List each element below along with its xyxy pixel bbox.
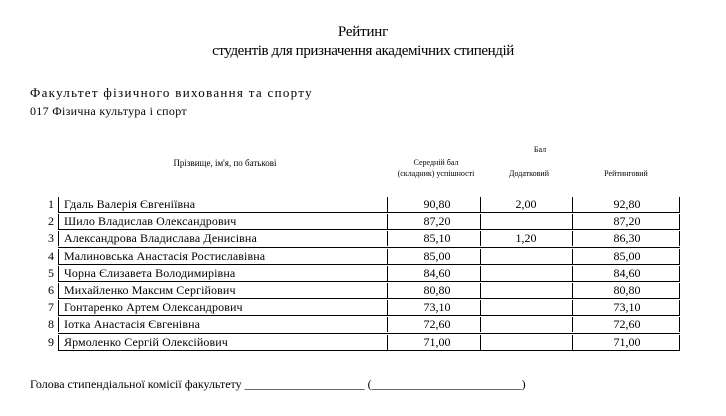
column-divider	[572, 214, 573, 229]
student-name: Гдаль Валерія Євгеніївна	[64, 197, 196, 211]
faculty-name: Факультет фізичного виховання та спорту	[30, 85, 313, 100]
row-number: 2	[48, 214, 54, 229]
column-divider	[480, 214, 481, 229]
column-divider	[679, 266, 680, 281]
row-number: 1	[48, 197, 54, 211]
column-divider	[387, 283, 388, 298]
column-divider	[387, 214, 388, 229]
average-score: 71,00	[423, 334, 451, 349]
column-divider	[679, 335, 680, 350]
additional-score: 1,20	[515, 231, 537, 246]
rating-score: 85,00	[613, 248, 641, 263]
column-divider	[58, 300, 59, 315]
student-name: Шило Владислав Олександрович	[64, 214, 237, 229]
table-row	[28, 248, 688, 265]
column-divider	[572, 317, 573, 332]
average-score: 80,80	[423, 282, 451, 297]
average-score: 84,60	[423, 265, 451, 280]
additional-score	[482, 282, 570, 299]
column-divider	[679, 317, 680, 332]
column-divider	[572, 300, 573, 315]
row-underline	[58, 350, 680, 351]
additional-score	[482, 265, 570, 282]
rating-score: 73,10	[613, 300, 641, 315]
column-divider	[58, 335, 59, 350]
student-name: Ярмоленко Сергій Олексійович	[64, 334, 228, 349]
average-score: 85,10	[423, 231, 451, 246]
average-score: 87,20	[423, 214, 451, 229]
column-divider	[387, 317, 388, 332]
average-score: 72,60	[423, 317, 451, 332]
student-name: Іотка Анастасія Євгенівна	[64, 317, 201, 332]
column-divider	[387, 231, 388, 246]
column-divider	[387, 249, 388, 264]
column-divider	[58, 283, 59, 298]
column-divider	[480, 266, 481, 281]
student-name: Гонтаренко Артем Олександрович	[64, 300, 243, 315]
table-row	[28, 334, 688, 351]
average-score: 85,00	[423, 248, 451, 263]
additional-score	[482, 316, 570, 333]
additional-score: 2,00	[515, 197, 537, 211]
specialty-name: 017 Фізична культура і спорт	[30, 104, 187, 118]
table-row	[28, 265, 688, 282]
column-divider	[480, 197, 481, 212]
rating-score: 84,60	[613, 265, 641, 280]
column-divider	[480, 283, 481, 298]
column-divider	[572, 197, 573, 212]
average-score: 90,80	[423, 197, 451, 211]
rating-table	[28, 196, 688, 351]
row-number: 9	[48, 334, 54, 349]
table-row	[28, 213, 688, 230]
additional-score	[482, 248, 570, 265]
student-name: Александрова Владислава Денисівна	[64, 231, 257, 246]
student-name: Михайленко Максим Сергійович	[64, 282, 236, 297]
table-row	[28, 299, 688, 316]
column-divider	[58, 317, 59, 332]
column-divider	[572, 231, 573, 246]
column-divider	[480, 317, 481, 332]
student-name: Чорна Єлизавета Володимирівна	[64, 265, 236, 280]
header-bal: Бал	[533, 145, 547, 154]
column-divider	[58, 197, 59, 212]
column-divider	[679, 214, 680, 229]
column-divider	[480, 300, 481, 315]
row-number: 7	[48, 300, 54, 315]
column-divider	[572, 283, 573, 298]
row-number: 5	[48, 265, 54, 280]
average-score: 73,10	[423, 300, 451, 315]
column-divider	[480, 231, 481, 246]
table-row	[28, 230, 688, 247]
column-divider	[572, 249, 573, 264]
row-number: 8	[48, 317, 54, 332]
table-row	[28, 196, 688, 213]
row-number: 6	[48, 282, 54, 297]
column-divider	[679, 300, 680, 315]
column-divider	[387, 335, 388, 350]
column-divider	[387, 197, 388, 212]
rating-score: 92,80	[613, 197, 641, 211]
column-divider	[679, 197, 680, 212]
rating-score: 86,30	[613, 231, 641, 246]
footer-signature-line: Голова стипендіальної комісії факультету ____________________ (_________________________)	[30, 377, 526, 391]
header-average: Середній бал (складник) успішності	[397, 158, 475, 178]
column-divider	[480, 335, 481, 350]
header-name: Прізвище, ім'я, по батькові	[173, 158, 277, 168]
additional-score	[482, 299, 570, 316]
rating-score: 72,60	[613, 317, 641, 332]
rating-score: 80,80	[613, 282, 641, 297]
rating-score: 87,20	[613, 214, 641, 229]
column-divider	[679, 283, 680, 298]
header-rating: Рейтинговий	[604, 169, 648, 178]
document-title: Рейтинг	[337, 24, 389, 40]
header-additional: Додатковий	[509, 169, 549, 178]
column-divider	[387, 300, 388, 315]
column-divider	[58, 249, 59, 264]
column-divider	[480, 249, 481, 264]
table-row	[28, 282, 688, 299]
column-divider	[58, 266, 59, 281]
column-divider	[572, 335, 573, 350]
table-row	[28, 316, 688, 333]
student-name: Малиновська Анастасія Ростиславівна	[64, 248, 266, 263]
rating-score: 71,00	[613, 334, 641, 349]
column-divider	[58, 231, 59, 246]
column-divider	[679, 249, 680, 264]
row-number: 3	[48, 231, 54, 246]
row-number: 4	[48, 248, 54, 263]
column-divider	[387, 266, 388, 281]
additional-score	[482, 213, 570, 230]
column-divider	[572, 266, 573, 281]
column-divider	[58, 214, 59, 229]
additional-score	[482, 334, 570, 351]
column-divider	[679, 231, 680, 246]
document-subtitle: студентів для призначення академічних стипендій	[212, 43, 514, 59]
